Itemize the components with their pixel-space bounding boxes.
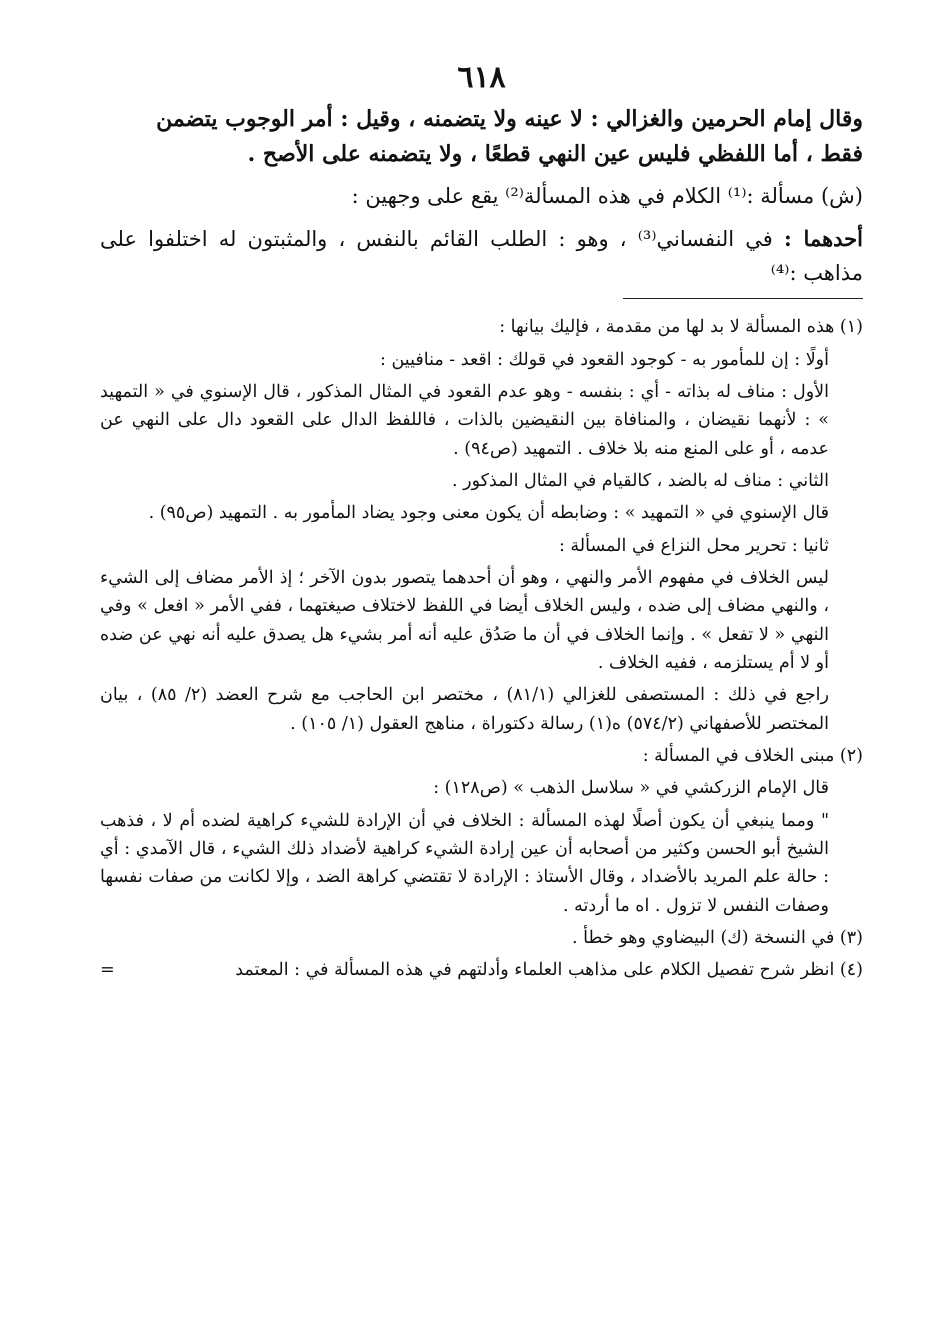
footnote-1-isnawi-quote: قال الإسنوي في « التمهيد » : وضابطه أن يكون معنى وجود يضاد المأمور به . التمهيد (ص٩٥) . [148, 503, 829, 524]
footnote-divider [623, 298, 863, 299]
matn-text [100, 102, 863, 172]
sharh-first-view-text: في النفساني⁽³⁾ ، وهو : الطلب القائم بالنفس ، والمثبتون له اختلفوا على مذاهب :⁽⁴⁾ [100, 226, 863, 285]
footnote-1-dispute: ليس الخلاف في مفهوم الأمر والنهي ، وهو أن أحدهما يتصور بدون الآخر ؛ إذ الأمر مضاف إلى الشيء ، والنهي مضاف إلى ضده ، وليس الخلاف أيضا في اللفظ لاختلاف صيغتهما ، ففي الأمر « افعل » وفي النهي « لا تفعل » . وإنما الخلاف في أن ما صَدُق عليه أنه أمر بشيء هل يصدق عليه أنه نهي عن ضده أو لا أم يستلزمه ، ففيه الخلاف . [100, 567, 829, 673]
footnotes [100, 313, 863, 985]
sharh-intro: (ش) مسألة :⁽¹⁾ الكلام في هذه المسألة⁽²⁾ يقع على وجهين : [351, 184, 863, 209]
matn-line-2: فقط ، أما اللفظي فليس عين النهي قطعًا ، ولا يتضمنه على الأصح . [247, 141, 863, 168]
footnote-2-zarkashi: قال الإمام الزركشي في « سلاسل الذهب » (ص١٢٨) : [433, 778, 829, 799]
page-number: ٦١٨ [457, 60, 506, 95]
matn-line-1: وقال إمام الحرمين والغزالي : لا عينه ولا يتضمنه ، وقيل : أمر الوجوب يتضمن [156, 106, 863, 132]
continuation-mark: = [100, 960, 115, 981]
footnote-1-second-opposite: الثاني : مناف له بالضد ، كالقيام في المثال المذكور . [452, 470, 829, 491]
footnote-1-first-opposite: الأول : مناف له بذاته - أي : بنفسه - وهو عدم القعود في المثال المذكور ، قال الإسنوي في « التمهيد » : لأنهما نقيضان ، والمنافاة بين النقيضين بالذات ، فاللفظ الدال على القعود دال على النهي عن عدمه ، أو على المنع منه بلا خلاف . التمهيد (ص٩٤) . [100, 381, 829, 459]
footnote-1-title: (١) هذه المسألة لا بد لها من مقدمة ، فإليك بيانها : [499, 317, 863, 338]
footnote-1-first: أولًا : إن للمأمور به - كوجود القعود في قولك : اقعد - منافيين : [380, 349, 829, 370]
footnote-1-references: راجع في ذلك : المستصفى للغزالي (٨١/١) ، مختصر ابن الحاجب مع شرح العضد (٢/ ٨٥) ، بيان المختصر للأصفهاني (٥٧٤/٢) ه(١) رسالة دكتوراة ، مناهج العقول (١/ ١٠٥) . [100, 685, 829, 734]
footnote-2-quote: " ومما ينبغي أن يكون أصلًا لهذه المسألة : الخلاف في أن الإرادة للشيء كراهية لضده أم لا ، فذهب الشيخ أبو الحسن وكثير من أصحابه أن عين إرادة الشيء كراهية لأضداد ذلك الشيء ، قال الآمدي : أي : حالة علم المريد بالأضداد ، وقال الأستاذ : الإرادة لا تقتضي كراهة الضد ، وإلا لكانت من صفات نفسها وصفات النفس لا تزول . اه ما أردته . [100, 810, 829, 916]
footnote-1-second: ثانيا : تحرير محل النزاع في المسألة : [558, 535, 829, 556]
sharh-first-view-label: أحدهما : [784, 225, 863, 251]
footnote-4 [100, 956, 863, 984]
footnote-4-text: (٤) انظر شرح تفصيل الكلام على مذاهب العلماء وأدلتهم في هذه المسألة في : المعتمد [235, 960, 863, 981]
footnote-2-title: (٢) مبنى الخلاف في المسألة : [642, 745, 863, 766]
footnote-3: (٣) في النسخة (ك) البيضاوي وهو خطأ . [572, 928, 863, 949]
sharh-first-view [100, 222, 863, 290]
